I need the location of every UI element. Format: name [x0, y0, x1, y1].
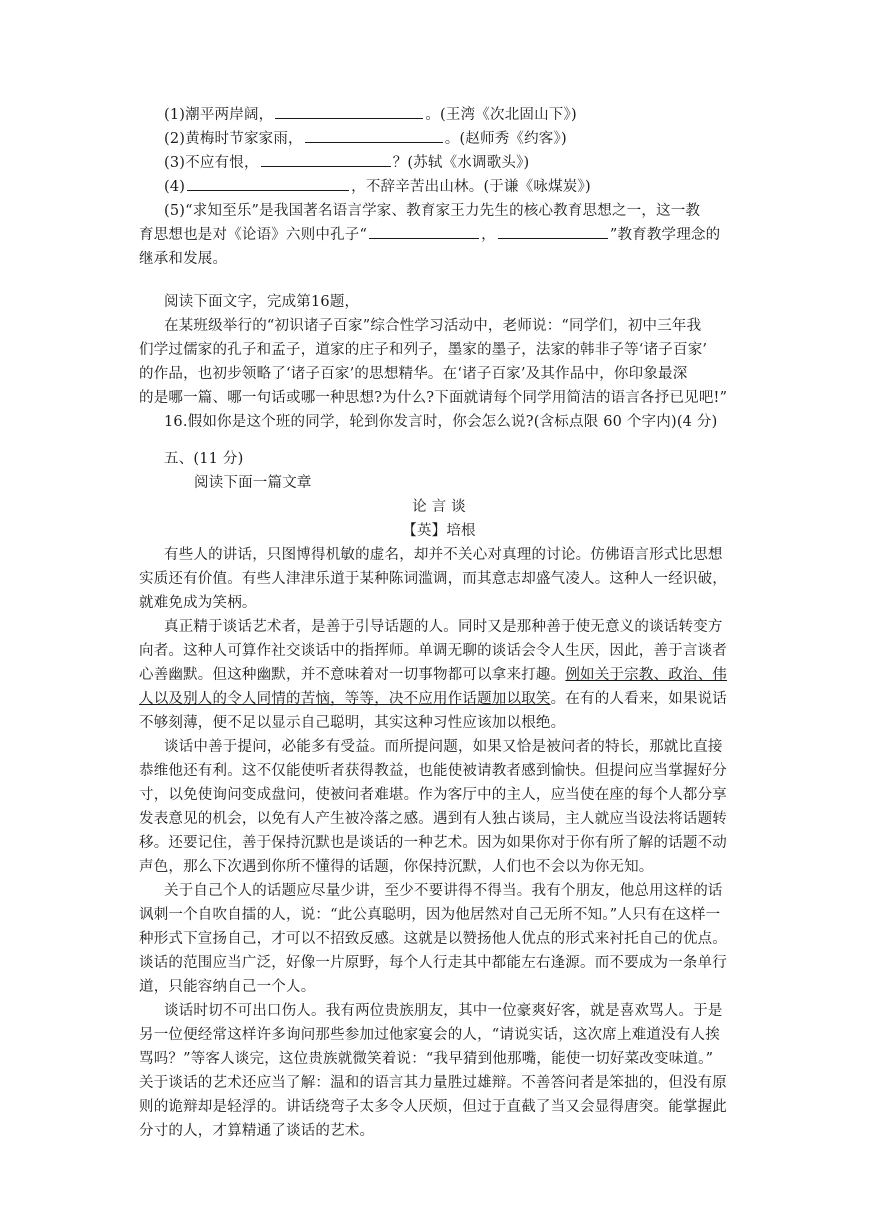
answer-blank-5a[interactable] — [369, 224, 479, 239]
question-1 — [139, 103, 739, 127]
fill-in-section — [139, 103, 739, 271]
article-title: 论 言 谈 — [412, 499, 466, 515]
question-2-text: (2)黄梅时节家家雨， — [164, 131, 303, 147]
article-line: 谈话时切不可出口伤人。我有两位贵族朋友，其中一位豪爽好客，就是喜欢骂人。于是 — [164, 1003, 723, 1019]
question-5-text: 育思想也是对《论语》六则中孔子“ — [139, 227, 368, 243]
article-line — [139, 687, 739, 711]
question-2 — [139, 127, 739, 151]
article-line — [139, 663, 739, 687]
article-text: 心善幽默。但这种幽默，并不意味着对一切事物都可以拿来打趣。 — [139, 667, 566, 683]
article-line: 谈话的范围应当广泛，好像一片原野，每个人行走其中都能左右逢源。而不要成为一条单行 — [139, 955, 727, 971]
article-line: 移。还要记住，善于保持沉默也是谈话的一种艺术。因为如果你对于你有所了解的话题不动 — [139, 835, 727, 851]
article-line: 道，只能容纳自己一个人。 — [139, 979, 316, 995]
question-3-text: (3)不应有恨， — [164, 155, 259, 171]
section-16-p3: 的作品，也初步领略了‘诸子百家’的思想精华。在‘诸子百家’及其作品中，你印象最深 — [139, 366, 688, 382]
article-text: 。在有的人看来，如果说话 — [550, 691, 728, 707]
question-2-source: 。(赵师秀《约客》) — [444, 131, 567, 147]
article-line: 关于谈话的艺术还应当了解：温和的语言其力量胜过雄辩。不善答问者是笨拙的，但没有原 — [139, 1075, 727, 1091]
section-5-intro: 阅读下面一篇文章 — [194, 475, 312, 491]
article-line: 讽刺一个自吹自擂的人，说：“此公真聪明，因为他居然对自己无所不知。”人只有在这样一 — [139, 907, 721, 923]
underlined-text: 人以及别人的令人同情的苦恼，等等，决不应用作话题加以取笑 — [139, 691, 551, 707]
article-line: 向者。这种人可算作社交谈话中的指挥师。单调无聊的谈话会令人生厌，因此，善于言谈者 — [139, 643, 727, 659]
answer-blank-4[interactable] — [187, 176, 349, 191]
question-3 — [139, 151, 739, 175]
article-line: 骂吗？”等客人谈完，这位贵族就微笑着说：“我早猜到他那嘴，能使一切好菜改变味道。” — [139, 1051, 714, 1067]
article-line: 寸，以免使询问变成盘问，使被问者难堪。作为客厅中的主人，应当使在座的每个人都分享 — [139, 787, 727, 803]
article-author: 【英】培根 — [402, 523, 476, 539]
question-4-text: (4) — [164, 179, 186, 195]
answer-blank-3[interactable] — [261, 152, 391, 167]
question-16: 16.假如你是这个班的同学，轮到你发言时，你会怎么说?(含标点限 60 个字内)(4 分) — [164, 414, 718, 430]
article-line: 不够刻薄，便不足以显示自己聪明，其实这种习性应该加以根绝。 — [139, 715, 566, 731]
article-line: 分寸的人，才算精通了谈话的艺术。 — [139, 1123, 375, 1139]
article-line: 种形式下宣扬自己，才可以不招致反感。这就是以赞扬他人优点的形式来衬托自己的优点。 — [139, 931, 727, 947]
answer-blank-2[interactable] — [305, 128, 443, 143]
question-3-source: ？(苏轼《水调歌头》) — [392, 155, 530, 171]
answer-blank-1[interactable] — [275, 104, 423, 119]
article-line: 恭维他还有利。这不仅能使听者获得教益，也能使被请教者感到愉快。但提问应当掌握好分 — [139, 763, 727, 779]
article-line: 声色，那么下次遇到你所不懂得的话题，你保持沉默，人们也不会以为你无知。 — [139, 859, 654, 875]
question-1-text: (1)潮平两岸阔， — [164, 107, 274, 123]
article-line: 发表意见的机会，以免有人产生被冷落之感。遇到有人独占谈局，主人就应当设法将话题转 — [139, 811, 727, 827]
question-5-line-3: 继承和发展。 — [139, 251, 228, 267]
article-line: 真正精于谈话艺术者，是善于引导话题的人。同时又是那种善于使无意义的谈话转变方 — [164, 619, 723, 635]
section-5-heading: 五、(11 分) — [164, 451, 244, 467]
article-line: 有些人的讲话，只图博得机敏的虚名，却并不关心对真理的讨论。仿佛语言形式比思想 — [164, 547, 723, 563]
question-5-line-1: (5)“求知至乐”是我国著名语言学家、教育家王力先生的核心教育思想之一，这一教 — [164, 203, 701, 219]
question-5-text-end: ”教育教学理念的 — [609, 227, 721, 243]
article-line: 则的诡辩却是轻浮的。讲话绕弯子太多令人厌烦，但过于直截了当又会显得唐突。能掌握此 — [139, 1099, 727, 1115]
question-4-source: ，不辞辛苦出山林。(于谦《咏煤炭》) — [351, 179, 591, 195]
section-16-p4: 的是哪一篇、哪一句话或哪一种思想?为什么?下面就请每个同学用简洁的语言各抒已见吧!” — [139, 390, 728, 406]
section-16 — [139, 290, 739, 434]
article-line: 就难免成为笑柄。 — [139, 595, 257, 611]
section-16-p2: 们学过儒家的孔子和孟子，道家的庄子和列子，墨家的墨子，法家的韩非子等‘诸子百家’ — [139, 342, 708, 358]
underlined-text: 例如关于宗教、政治、伟 — [565, 667, 728, 683]
section-16-p1: 在某班级举行的“初识诸子百家”综合性学习活动中，老师说：“同学们，初中三年我 — [164, 318, 702, 334]
article-line: 实质还有价值。有些人津津乐道于某种陈词滥调，而其意志却盛气凌人。这种人一经识破， — [139, 571, 727, 587]
answer-blank-5b[interactable] — [498, 224, 608, 239]
section-16-intro: 阅读下面文字，完成第16题， — [164, 294, 360, 310]
comma: ， — [481, 227, 496, 243]
article-line: 另一位便经常这样许多询问那些参加过他家宴会的人，“请说实话，这次席上难道没有人挨 — [139, 1027, 720, 1043]
section-5 — [139, 447, 739, 1143]
article-body — [139, 543, 739, 1143]
question-5-line-2 — [139, 223, 739, 247]
question-4 — [139, 175, 739, 199]
question-1-source: 。(王湾《次北固山下》) — [425, 107, 577, 123]
article-line: 谈话中善于提问，必能多有受益。而所提问题，如果又恰是被问者的特长，那就比直接 — [164, 739, 723, 755]
article-line: 关于自己个人的话题应尽量少讲，至少不要讲得不得当。我有个朋友，他总用这样的话 — [164, 883, 723, 899]
